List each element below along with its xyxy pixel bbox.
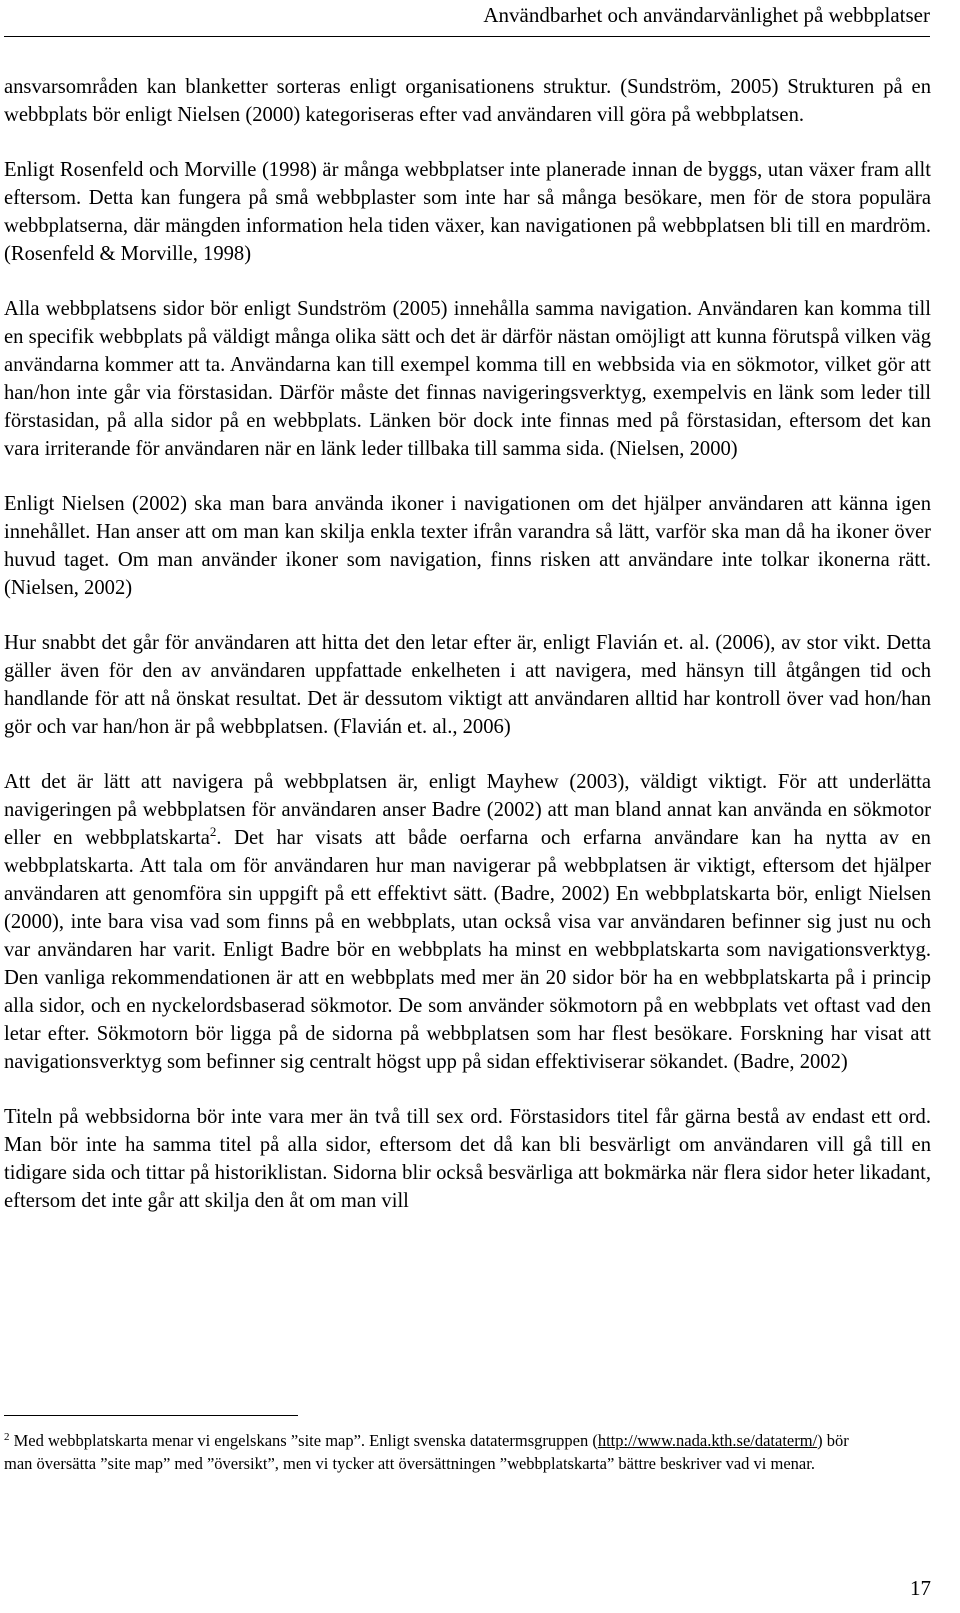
footnote-number: 2 bbox=[4, 1431, 10, 1443]
footnote-reference[interactable]: 2 bbox=[209, 824, 217, 839]
header-rule bbox=[4, 36, 930, 37]
paragraph-4: Enligt Nielsen (2002) ska man bara använda ikoner i navigationen om det hjälper användaren att känna igen innehållet. Han anser att om man kan skilja enkla texter ifrån varandra så lätt, varför ska man då ha ikoner över huvud taget. Om man använder ikoner som navigation, finns risken att användare inte tolkar ikonerna rätt. (Nielsen, 2002) bbox=[4, 493, 931, 599]
paragraph-3: Alla webbplatsens sidor bör enligt Sundström (2005) innehålla samma navigation. Användaren kan komma till en specifik webbplats på väldigt många olika sätt och det är därför nästan omöjligt att kunna förutspå vilken väg användarna kommer att ta. Användarna kan till exempel komma till en webbsida via en sökmotor, vilket gör att han/hon inte går via förstasidan. Därför måste det finnas navigeringsverktyg, exempelvis en länk som leder till förstasidan, på alla sidor på en webbplats. Länken bör dock inte finnas med på förstasidan, eftersom det kan vara irriterande för användaren när en länk leder tillbaka till samma sida. (Nielsen, 2000) bbox=[4, 298, 931, 460]
paragraph-5: Hur snabbt det går för användaren att hitta det den letar efter är, enligt Flavián et. al. (2006), av stor vikt. Detta gäller även för den av användaren uppfattade enkelheten i att navigera, med hänsyn till åtgången tid och handlande för att nå önskat resultat. Det är dessutom viktigt att användaren alltid har kontroll över vad hon/han gör och var han/hon är på webbplatsen. (Flavián et. al., 2006) bbox=[4, 632, 931, 738]
body-text bbox=[4, 73, 931, 1215]
paragraph-7: Titeln på webbsidorna bör inte vara mer än två till sex ord. Förstasidors titel får gärna bestå av endast ett ord. Man bör inte ha samma titel på alla sidor, eftersom det då kan bli besvärligt om användaren vill gå till en tidigare sida och tittar på historiklistan. Sidorna blir också besvärliga att bokmärka när flera sidor heter likadant, eftersom det inte går att skilja den åt om man vill bbox=[4, 1106, 931, 1212]
page-number: 17 bbox=[910, 1576, 931, 1600]
paragraph-6-text-after: . Det har visats att både oerfarna och erfarna användare kan ha nytta av en webbplatskarta. Att tala om för användaren hur man navigerar på webbplatsen är viktigt, eftersom det hjälper användaren att genomföra sin uppgift på ett effektivt sätt. (Badre, 2002) En webbplatskarta bör, enligt Nielsen (2000), inte bara visa vad som finns på en webbplats, utan också visa var användaren befinner sig just nu och var användaren har varit. Enligt Badre bör en webbplats ha minst en webbplatskarta som navigationsverktyg. Den vanliga rekommendationen är att en webbplats med mer än 20 sidor bör ha en webbplatskarta på i princip alla sidor, och en nyckelordsbaserad sökmotor. De som använder sökmotorn på en webbplats vet oftast vad den letar efter. Sökmotorn bör ligga på de sidorna på webbplatsen som har flest besökare. Forskning har visat att navigationsverktyg som befinner sig centralt högst upp på sidan effektiviserar sökandet. (Badre, 2002) bbox=[4, 827, 931, 1073]
footnote-text-after: ) bör man översätta ”site map” med ”översikt”, men vi tycker att översättningen ”webbplatskarta” bättre beskriver vad vi menar. bbox=[4, 1431, 849, 1473]
paragraph-1: ansvarsområden kan blanketter sorteras enligt organisationens struktur. (Sundström, 2005) Strukturen på en webbplats bör enligt Nielsen (2000) kategoriseras efter vad användaren vill göra på webbplatsen. bbox=[4, 76, 931, 126]
paragraph-6 bbox=[4, 768, 931, 1076]
dataterm-link[interactable]: http://www.nada.kth.se/dataterm/ bbox=[597, 1431, 818, 1450]
paragraph-2: Enligt Rosenfeld och Morville (1998) är många webbplatser inte planerade innan de byggs, utan växer fram allt eftersom. Detta kan fungera på små webbplaster som inte har så många besökare, men för de stora populära webbplatserna, där mängden information hela tiden växer, kan navigationen på webbplatsen bli till en mardröm. (Rosenfeld & Morville, 1998) bbox=[4, 159, 931, 265]
footnote-rule bbox=[4, 1415, 298, 1416]
running-header: Användbarhet och användarvänlighet på webbplatser bbox=[483, 3, 930, 27]
footnote-text-before: Med webbplatskarta menar vi engelskans ”site map”. Enligt svenska datatermsgruppen ( bbox=[9, 1431, 598, 1450]
footnote bbox=[4, 1429, 864, 1475]
paragraph-6-text-before: Att det är lätt att navigera på webbplatsen är, enligt Mayhew (2003), väldigt viktigt. För att underlätta navigeringen på webbplatsen för användaren anser Badre (2002) att man bland annat kan använda en sökmotor eller en webbplatskarta bbox=[4, 771, 931, 849]
